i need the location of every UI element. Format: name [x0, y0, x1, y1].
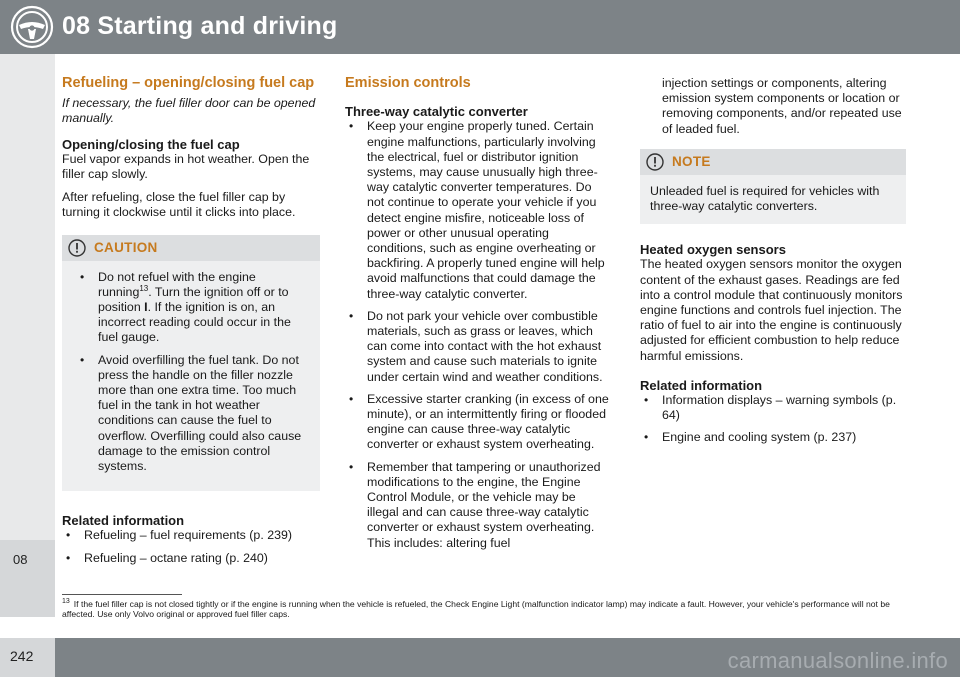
- footnote: $^{13}$ If the fuel filler cap is not closed tightly or if the engine is running when the vehicle is refueled, the Check Engine Light (malfunction indicator lamp) may indicate a fault. However, your vehicle's performance will not be affected. Use only Volvo original or approved fuel filler caps.: [62, 598, 890, 619]
- paragraph: Fuel vapor expands in hot weather. Open the filler cap slowly.: [62, 151, 310, 182]
- subheading-oxygen: Heated oxygen sensors: [640, 242, 786, 258]
- page-title: 08 Starting and driving: [62, 12, 338, 40]
- footnote-divider: [62, 594, 182, 595]
- caution-body: [62, 261, 320, 492]
- column-emission-controls: [345, 76, 610, 558]
- note-box: [640, 149, 906, 224]
- section-heading-refueling: Refueling – opening/closing fuel cap: [62, 75, 315, 91]
- caution-box: [62, 235, 320, 492]
- chapter-tab: [0, 540, 55, 617]
- related-link[interactable]: • Information displays – warning symbols (p. 64): [640, 393, 906, 423]
- page-number: 242: [10, 648, 34, 664]
- section-heading-emission: Emission controls: [345, 75, 471, 91]
- related-link[interactable]: • Refueling – octane rating (p. 240): [62, 551, 320, 566]
- list-item: • Remember that tampering or unauthorized modifications to the engine, the Engine Control Module, or the vehicle may be illegal and can cause three-way catalytic converter or exhaust system overheating. This includes: altering fuel: [345, 460, 610, 551]
- related-link[interactable]: • Refueling – fuel requirements (p. 239): [62, 528, 320, 543]
- chapter-number: 08: [13, 552, 28, 567]
- warning-triangle-icon: [68, 239, 86, 257]
- steering-wheel-icon: [10, 5, 54, 49]
- caution-title: CAUTION: [94, 239, 158, 255]
- caution-list: [72, 270, 310, 475]
- subheading-fuel-cap: Opening/closing the fuel cap: [62, 136, 240, 152]
- paragraph: The heated oxygen sensors monitor the oxygen content of the exhaust gases. Readings are fed into a control module that continuously monitors engine functions and controls fuel injection. The ratio of fuel to air into the engine is continuously adjusted for efficient combustion to help reduce harmful emissions.: [640, 257, 903, 363]
- note-title: NOTE: [672, 153, 711, 169]
- related-heading: Related information: [640, 377, 763, 393]
- note-header: [640, 149, 906, 175]
- footnote-ref[interactable]: 13: [139, 283, 149, 293]
- subheading-catalytic: Three-way catalytic converter: [345, 104, 528, 120]
- related-link[interactable]: • Engine and cooling system (p. 237): [640, 430, 906, 445]
- list-item: • Do not refuel with the engine running$^{13}$. Turn the ignition off or to position I. If the ignition is on, an incorrect reading could occur in the fuel gauge.: [72, 270, 310, 346]
- caution-header: [62, 235, 320, 261]
- related-heading: Related information: [62, 513, 185, 529]
- list-item: • Keep your engine properly tuned. Certain engine malfunctions, particularly involving the electrical, fuel or distributor ignition systems, may cause unusually high three-way catalytic converter temperatures. Do not continue to operate your vehicle if you detect engine misfire, noticeable loss of power or other unusual operating conditions, such as engine overheating or backfiring. A properly tuned engine will help avoid malfunctions that could damage the three-way catalytic converter.: [345, 119, 610, 301]
- list-item: • Do not park your vehicle over combustible materials, such as grass or leaves, which can come into contact with the hot exhaust system and cause such materials to ignite under certain wind and weather conditions.: [345, 309, 610, 385]
- page-number-box: [0, 638, 55, 677]
- paragraph: After refueling, close the fuel filler cap by turning it clockwise until it clicks into place.: [62, 190, 296, 220]
- intro-text: If necessary, the fuel filler door can be opened manually.: [62, 96, 316, 126]
- list-item: • Excessive starter cranking (in excess of one minute), or an intermittently firing or flooded engine can cause three-way catalytic converter or exhaust system overheating.: [345, 392, 610, 453]
- continued-text: injection settings or components, altering emission system components or location or removing components, and/or repeated use of leaded fuel.: [662, 76, 902, 136]
- list-item: • Avoid overfilling the fuel tank. Do not press the handle on the filler nozzle more than one extra time. Too much fuel in the tank in hot weather conditions can cause the fuel to overflow. Overfilling could also cause damage to the emission control systems.: [72, 353, 310, 475]
- info-icon: [646, 153, 664, 171]
- column-oxygen-sensors: [640, 76, 906, 453]
- page-header: [0, 0, 960, 54]
- emission-list: [345, 119, 610, 550]
- column-fuel-cap: [62, 76, 320, 573]
- sidebar: [0, 54, 55, 617]
- related-list: [62, 528, 320, 565]
- note-body: Unleaded fuel is required for vehicles with three-way catalytic converters.: [650, 183, 880, 214]
- watermark: carmanualsonline.info: [727, 648, 948, 673]
- related-list: [640, 393, 906, 446]
